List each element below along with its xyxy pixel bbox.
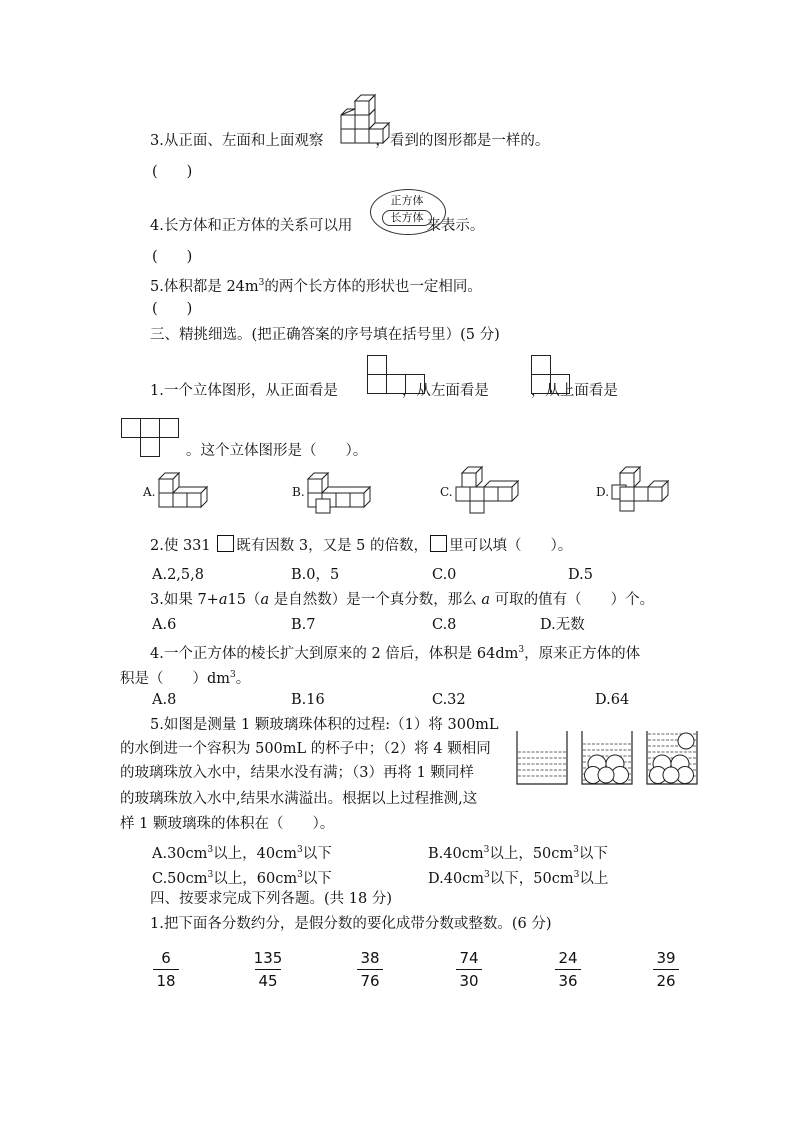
option-b-cubes-figure — [307, 467, 369, 515]
s3-q1-text-a: 1.一个立体图形，从正面看是 — [150, 383, 338, 399]
s3-q5-opt-c-sup-b: 3 — [297, 870, 303, 880]
stacked-cubes-figure — [340, 103, 392, 147]
s3-q4-sup-a: 3 — [518, 645, 525, 655]
s3-q5-line-1: 5.如图是测量 1 颗玻璃珠体积的过程:（1）将 300mL — [150, 717, 499, 733]
fraction-4-denominator: 30 — [459, 972, 479, 990]
beaker-five-beads-figure — [646, 728, 698, 786]
s3-q5-option-d[interactable] — [428, 865, 608, 889]
s3-q2-option-c[interactable]: C.0 — [432, 567, 457, 583]
s3-q1-line2: 。这个立体图形是（ ）。 — [186, 443, 368, 459]
option-a-cubes-figure — [158, 467, 220, 513]
judge-q5-answer[interactable]: ( ) — [152, 301, 193, 317]
s3-q5-opt-b-sup-a: 3 — [483, 845, 490, 855]
s3-q4-option-b[interactable]: B.16 — [291, 692, 325, 708]
s3-q3-line — [150, 590, 654, 610]
s3-q4-option-a[interactable]: A.8 — [152, 692, 177, 708]
venn-label-cuboid: 长方体 — [382, 210, 432, 226]
s3-q3-var-c: a — [481, 592, 490, 608]
fraction-6 — [641, 949, 691, 990]
venn-label-cube: 正方体 — [390, 194, 424, 207]
digit-box-1[interactable] — [217, 535, 234, 552]
fraction-3-denominator: 76 — [360, 972, 380, 990]
fraction-4 — [444, 949, 494, 990]
s3-q4-line1 — [150, 640, 640, 664]
s3-q5-line-2: 的水倒进一个容积为 500mL 的杯子中；（2）将 4 颗相同 — [120, 741, 491, 757]
s3-q5-line-3: 的玻璃珠放入水中，结果水没有满；（3）再将 1 颗同样 — [120, 765, 474, 781]
top-view-figure — [121, 418, 183, 458]
option-c-cubes-figure — [455, 467, 525, 513]
s3-q5-option-b[interactable] — [428, 840, 608, 864]
s3-q4-sup-b: 3 — [230, 670, 236, 680]
s3-q3-text-d: 可取的值有（ ）个。 — [489, 592, 655, 608]
judge-q5-sup: 3 — [258, 278, 265, 288]
judge-q5-text-b: 的两个长方体的形状也一定相同。 — [264, 278, 482, 295]
s3-q5-option-a[interactable] — [152, 840, 332, 864]
s3-q1-option-c[interactable]: C. — [440, 485, 453, 499]
s3-q5-opt-d-text-c: 以上 — [579, 870, 609, 887]
fraction-6-denominator: 26 — [656, 972, 676, 990]
s3-q1-text-c: ，从上面看是 — [530, 383, 618, 399]
s3-q3-text-c: 是自然数）是一个真分数，那么 — [269, 592, 482, 608]
s3-q5-option-c[interactable] — [152, 865, 332, 889]
s3-q4-text-d: 。 — [235, 670, 251, 687]
s3-q4-text-a: 4.一个正方体的棱长扩大到原来的 2 倍后，体积是 64dm — [150, 645, 519, 662]
s3-q2-option-d[interactable]: D.5 — [568, 567, 593, 583]
s3-q1-option-a[interactable]: A. — [143, 485, 156, 499]
s3-q2-text-c: 里可以填（ ）。 — [449, 538, 573, 554]
s3-q2-option-a[interactable]: A.2,5,8 — [152, 567, 204, 583]
fraction-1-denominator: 18 — [156, 972, 176, 990]
s3-q5-opt-c-sup-a: 3 — [207, 870, 214, 880]
fraction-2 — [243, 949, 293, 990]
s3-q5-opt-b-text-c: 以下 — [578, 845, 608, 862]
fraction-6-numerator: 39 — [656, 949, 676, 967]
s3-q5-opt-a-sup-b: 3 — [296, 845, 303, 855]
fraction-5-denominator: 36 — [558, 972, 578, 990]
s3-q4-text-b: ，原来正方体的体 — [524, 645, 641, 662]
judge-q3-text-a: 3.从正面、左面和上面观察 — [150, 133, 324, 149]
s4-q1-line: 1.把下面各分数约分，是假分数的要化成带分数或整数。(6 分) — [150, 916, 552, 932]
beaker-four-beads-figure — [581, 730, 633, 786]
judge-q4-text-b: 来表示。 — [426, 218, 485, 234]
judge-q3-answer[interactable]: ( ) — [152, 164, 193, 180]
fraction-1-numerator: 6 — [161, 949, 171, 967]
judge-q5-text-a: 5.体积都是 24m — [150, 278, 259, 295]
fraction-5-numerator: 24 — [558, 949, 578, 967]
judge-q5 — [150, 273, 482, 297]
s3-q2-text-a: 2.使 331 — [150, 538, 211, 554]
fraction-2-numerator: 135 — [253, 949, 283, 967]
s3-q2-option-b[interactable]: B.0，5 — [291, 567, 340, 583]
s3-q5-opt-d-sup-b: 3 — [573, 870, 580, 880]
s3-q3-var-b: a — [260, 592, 270, 608]
s3-q3-option-a[interactable]: A.6 — [152, 617, 177, 633]
s3-q3-option-b[interactable]: B.7 — [291, 617, 316, 633]
s3-q5-opt-c-text-b: 以上，60cm — [213, 870, 298, 887]
fraction-1 — [141, 949, 191, 990]
s3-q4-text-c: 积是（ ）dm — [120, 670, 231, 687]
fraction-3 — [345, 949, 395, 990]
s3-q1-text-b: ，从左面看是 — [401, 383, 489, 399]
s3-q4-option-c[interactable]: C.32 — [432, 692, 466, 708]
judge-q3-text-b: ，看到的图形都是一样的。 — [375, 133, 550, 149]
option-d-cubes-figure — [611, 467, 673, 513]
s3-q5-opt-a-sup-a: 3 — [207, 845, 214, 855]
s3-q5-opt-c-text-c: 以下 — [302, 870, 332, 887]
fraction-4-numerator: 74 — [459, 949, 479, 967]
s3-q5-opt-d-text-a: D.40cm — [428, 870, 485, 887]
beaker-water-figure — [516, 730, 568, 786]
s3-q5-opt-c-text-a: C.50cm — [152, 870, 208, 887]
fraction-3-numerator: 38 — [360, 949, 380, 967]
section4-heading: 四、按要求完成下列各题。(共 18 分) — [150, 891, 392, 907]
s3-q5-opt-d-text-b: 以下，50cm — [489, 870, 574, 887]
s3-q4-option-d[interactable]: D.64 — [595, 692, 630, 708]
front-view-figure — [367, 355, 429, 395]
left-view-figure — [531, 355, 575, 395]
s3-q5-opt-b-text-b: 以上，50cm — [489, 845, 574, 862]
s3-q5-opt-a-text-b: 以上，40cm — [213, 845, 297, 862]
s3-q5-opt-d-sup-a: 3 — [484, 870, 490, 880]
s3-q5-opt-b-sup-b: 3 — [573, 845, 579, 855]
fraction-2-denominator: 45 — [258, 972, 278, 990]
s3-q5-line-5: 样 1 颗玻璃珠的体积在（ ）。 — [120, 816, 335, 832]
s3-q3-text-b: 15（ — [227, 592, 261, 608]
s3-q5-opt-a-text-a: A.30cm — [152, 845, 208, 862]
fraction-5 — [543, 949, 593, 990]
s3-q2-text-b: 既有因数 3，又是 5 的倍数， — [236, 538, 429, 554]
s3-q2-line — [150, 535, 572, 556]
s3-q3-option-c[interactable]: C.8 — [432, 617, 457, 633]
judge-q4-text-a: 4.长方体和正方体的关系可以用 — [150, 218, 353, 234]
s3-q5-opt-b-text-a: B.40cm — [428, 845, 484, 862]
s3-q3-var-a: a — [218, 592, 228, 608]
s3-q5-line-4: 的玻璃珠放入水中,结果水满溢出。根据以上过程推测,这 — [120, 791, 478, 807]
s3-q5-opt-a-text-c: 以下 — [302, 845, 332, 862]
s3-q3-option-d[interactable]: D.无数 — [540, 617, 585, 633]
section3-heading: 三、精挑细选。(把正确答案的序号填在括号里）(5 分) — [150, 327, 500, 343]
s3-q4-line2 — [120, 665, 250, 689]
digit-box-2[interactable] — [430, 535, 447, 552]
s3-q1-option-b[interactable]: B. — [292, 485, 305, 499]
s3-q3-text-a: 3.如果 7+ — [150, 592, 219, 608]
judge-q4-answer[interactable]: ( ) — [152, 249, 193, 265]
s3-q1-option-d[interactable]: D. — [596, 485, 610, 499]
